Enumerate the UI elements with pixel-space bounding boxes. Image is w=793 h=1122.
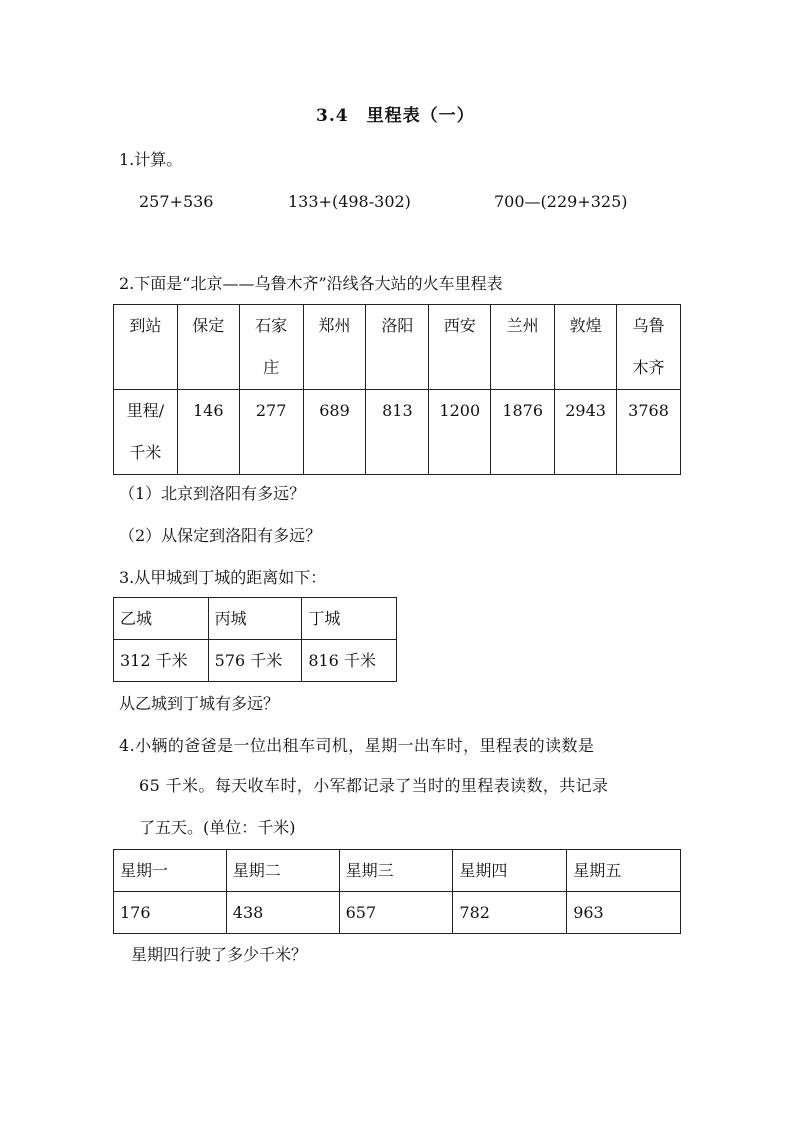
table-cell: 西安 [429, 305, 491, 390]
page-title: 3.4 里程表（一） [316, 106, 475, 126]
table-cell: 816 千米 [302, 640, 397, 682]
table-cell: 星期三 [339, 850, 453, 892]
table-cell: 3768 [617, 390, 681, 475]
table-cell: 1200 [429, 390, 491, 475]
table-cell: 郑州 [303, 305, 366, 390]
question-1-label: 1.计算。 [119, 150, 183, 169]
table-cell: 石家 庄 [239, 305, 303, 390]
table-row [114, 305, 681, 390]
table-cell: 2943 [555, 390, 617, 475]
odometer-table [113, 849, 681, 934]
table-cell: 657 [339, 892, 453, 934]
table-cell: 689 [303, 390, 366, 475]
table-cell: 兰州 [491, 305, 555, 390]
railway-mileage-table [113, 304, 681, 475]
table-cell: 813 [366, 390, 429, 475]
expression-2: 133+(498-302) [288, 192, 411, 211]
table-row [114, 850, 681, 892]
table-row [114, 598, 397, 640]
table-cell: 1876 [491, 390, 555, 475]
question-4-line-1: 4.小辆的爸爸是一位出租车司机，星期一出车时，里程表的读数是 [119, 736, 595, 755]
question-2-sub-2: （2）从保定到洛阳有多远？ [119, 526, 322, 545]
table-row [114, 390, 681, 475]
question-3-label: 3.从甲城到丁城的距离如下： [119, 568, 327, 587]
table-cell: 星期一 [114, 850, 227, 892]
question-2-label: 2.下面是“北京——乌鲁木齐”沿线各大站的火车里程表 [119, 274, 503, 293]
table-cell: 乌鲁 木齐 [617, 305, 681, 390]
table-cell: 438 [226, 892, 339, 934]
question-3-question: 从乙城到丁城有多远？ [119, 694, 280, 713]
table-cell: 敦煌 [555, 305, 617, 390]
table-row [114, 892, 681, 934]
table-cell: 782 [453, 892, 567, 934]
table-cell: 576 千米 [208, 640, 302, 682]
table-cell: 洛阳 [366, 305, 429, 390]
question-4-question: 星期四行驶了多少千米？ [131, 945, 308, 964]
table-cell: 312 千米 [114, 640, 209, 682]
table-cell: 丁城 [302, 598, 397, 640]
expression-3: 700—(229+325) [494, 192, 628, 211]
table-cell: 176 [114, 892, 227, 934]
table-cell: 丙城 [208, 598, 302, 640]
table-cell: 963 [567, 892, 681, 934]
expression-1: 257+536 [139, 192, 214, 211]
table-row [114, 640, 397, 682]
table-cell: 星期五 [567, 850, 681, 892]
table-cell: 乙城 [114, 598, 209, 640]
table-cell: 到站 [114, 305, 178, 390]
city-distance-table [113, 597, 397, 682]
table-cell: 星期四 [453, 850, 567, 892]
table-cell: 星期二 [226, 850, 339, 892]
table-cell: 277 [239, 390, 303, 475]
table-cell: 146 [177, 390, 239, 475]
table-cell: 保定 [177, 305, 239, 390]
question-4-line-3: 了五天。(单位：千米) [139, 818, 296, 837]
question-2-sub-1: （1）北京到洛阳有多远？ [119, 484, 306, 503]
table-cell: 里程/ 千米 [114, 390, 178, 475]
question-4-line-2: 65 千米。每天收车时，小军都记录了当时的里程表读数，共记录 [139, 776, 609, 795]
